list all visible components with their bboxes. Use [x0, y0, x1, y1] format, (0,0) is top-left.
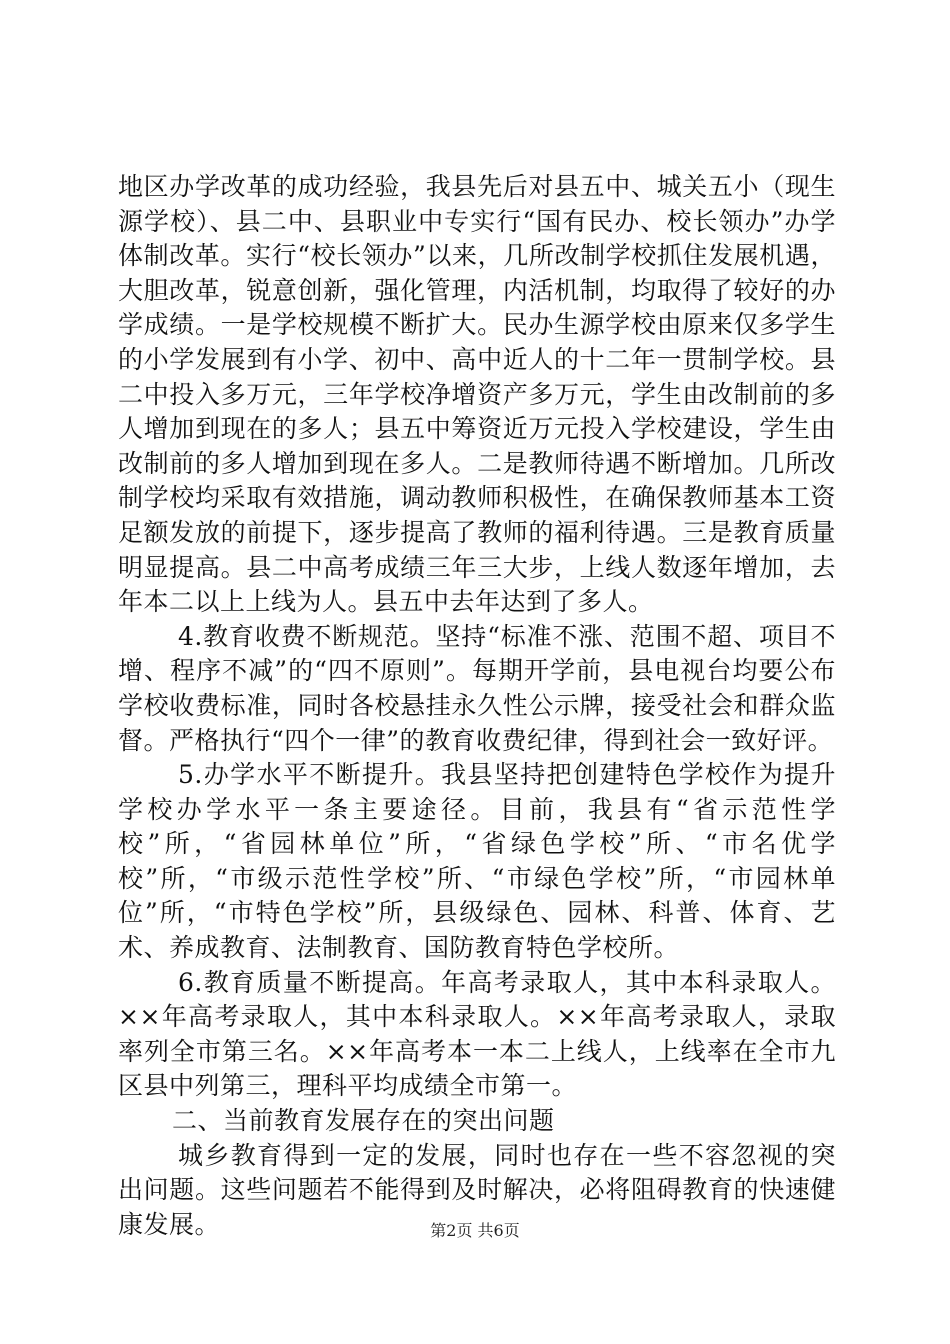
paragraph-fee-regulation: 4.教育收费不断规范。坚持“标准不涨、范围不超、项目不增、程序不减”的“四不原则”。每期开学前，县电视台均要公布学校收费标准，同时各校悬挂永久性公示牌，接受社会和群众监督。严格执行“四个一律”的教育收费纪律，得到社会一致好评。 — [118, 621, 836, 755]
document-body — [118, 170, 836, 1242]
section-heading: 二、当前教育发展存在的突出问题 — [172, 1106, 555, 1136]
paragraph-school-level: 5.办学水平不断提升。我县坚持把创建特色学校作为提升学校办学水平一条主要途径。目前，我县有“省示范性学校”所，“省园林单位”所，“省绿色学校”所、“市名优学校”所，“市级示范性学校”所、“市绿色学校”所，“市园林单位”所，“市特色学校”所，县级绿色、园林、科普、体育、艺术、养成教育、法制教育、国防教育特色学校所。 — [118, 760, 836, 963]
paragraph-outstanding-problems: 城乡教育得到一定的发展，同时也存在一些不容忽视的突出问题。这些问题若不能得到及时解决，必将阻碍教育的快速健康发展。 — [118, 1140, 836, 1239]
page-footer: 第2页 共6页 — [430, 1221, 520, 1240]
paragraph-education-quality: 6.教育质量不断提高。年高考录取人，其中本科录取人。××年高考录取人，其中本科录取人。××年高考录取人，录取率列全市第三名。××年高考本一本二上线人，上线率在全市九区县中列第三，理科平均成绩全市第一。 — [118, 967, 836, 1101]
paragraph-reform-experience: 地区办学改革的成功经验，我县先后对县五中、城关五小（现生源学校）、县二中、县职业中专实行“国有民办、校长领办”办学体制改革。实行“校长领办”以来，几所改制学校抓住发展机遇，大胆改革，锐意创新，强化管理，内活机制，均取得了较好的办学成绩。一是学校规模不断扩大。民办生源学校由原来仅多学生的小学发展到有小学、初中、高中近人的十二年一贯制学校。县二中投入多万元，三年学校净增资产多万元，学生由改制前的多人增加到现在的多人；县五中筹资近万元投入学校建设，学生由改制前的多人增加到现在多人。二是教师待遇不断增加。几所改制学校均采取有效措施，调动教师积极性，在确保教师基本工资足额发放的前提下，逐步提高了教师的福利待遇。三是教育质量明显提高。县二中高考成绩三年三大步，上线人数逐年增加，去年本二以上上线为人。县五中去年达到了多人。 — [118, 172, 836, 617]
